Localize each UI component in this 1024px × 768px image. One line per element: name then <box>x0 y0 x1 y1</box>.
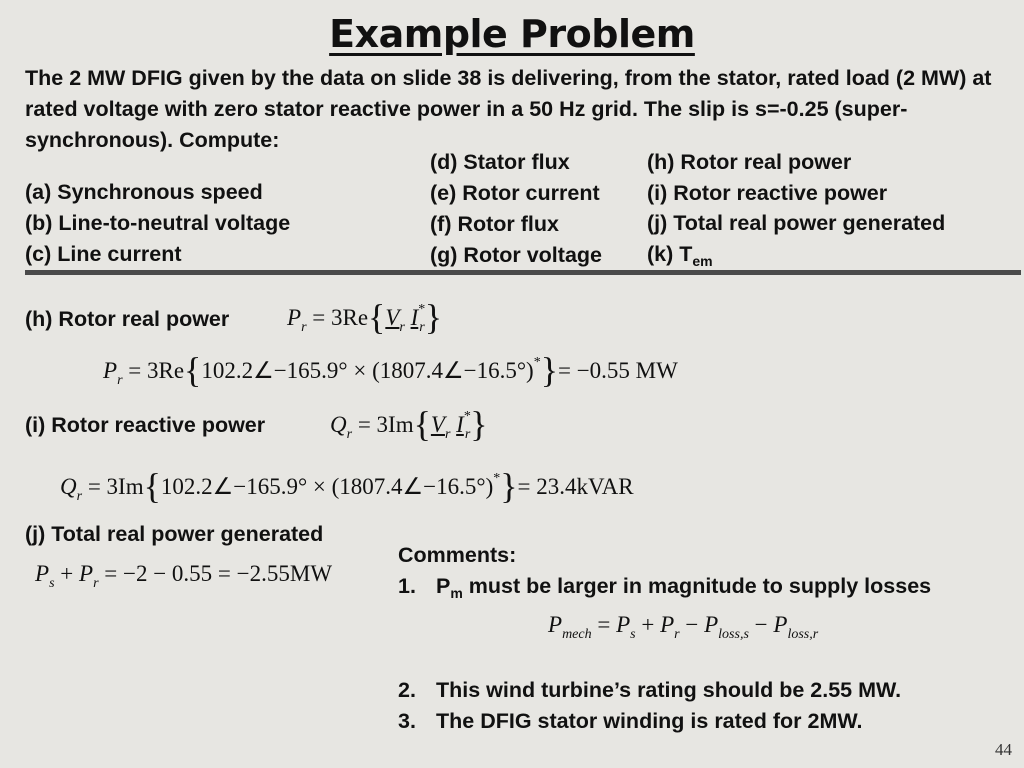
section-divider <box>25 270 1021 275</box>
eq-subscript: r <box>301 320 307 335</box>
brace-open: { <box>143 466 161 506</box>
eq-symbol: P <box>660 612 675 637</box>
eq-subscript: s <box>49 576 55 591</box>
eq-operator: = 3Im <box>87 474 144 499</box>
item-g: (g) Rotor voltage <box>430 243 602 267</box>
eq-symbol: P <box>287 305 302 330</box>
comment-subscript: m <box>450 585 463 601</box>
item-k-prefix: (k) T <box>647 242 693 266</box>
eq-result: = −2 − 0.55 = −2.55MW <box>98 561 333 586</box>
eq-operator: + <box>54 561 79 586</box>
item-k-subscript: em <box>692 253 713 269</box>
rotor-reactive-power-formula <box>330 404 488 444</box>
comments-heading: Comments: <box>398 543 517 567</box>
comment-3 <box>398 709 862 734</box>
eq-operator: − <box>748 612 774 637</box>
conjugate-mark: * <box>418 302 426 317</box>
eq-subscript: r <box>93 576 99 591</box>
eq-operator: = 3Im <box>357 412 414 437</box>
item-h: (h) Rotor real power <box>647 150 852 174</box>
eq-operator: = <box>591 612 617 637</box>
brace-close: } <box>470 404 488 444</box>
brace-close: } <box>500 466 518 506</box>
page-title: Example Problem <box>329 12 695 56</box>
eq-subscript: mech <box>562 627 592 642</box>
comment-2 <box>398 678 901 703</box>
item-b: (b) Line-to-neutral voltage <box>25 211 291 235</box>
eq-subscript: r <box>76 489 83 504</box>
rotor-real-power-label: (h) Rotor real power <box>25 307 230 331</box>
conjugate-mark: * <box>463 409 471 424</box>
brace-close: } <box>424 297 442 337</box>
eq-subscript: loss,s <box>718 627 749 642</box>
eq-symbol: V <box>385 305 400 330</box>
comment-text: must be larger in magnitude to supply losses <box>462 574 932 598</box>
eq-subscript: r <box>674 627 680 642</box>
eq-result: = −0.55 MW <box>557 358 678 383</box>
eq-operator: = 3Re <box>312 305 369 330</box>
item-a: (a) Synchronous speed <box>25 180 263 204</box>
eq-result: = 23.4kVAR <box>517 474 634 499</box>
eq-operator: = 3Re <box>128 358 185 383</box>
comment-number: 2. <box>398 678 416 702</box>
eq-symbol: P <box>103 358 118 383</box>
item-j: (j) Total real power generated <box>647 211 946 235</box>
page-number: 44 <box>995 740 1012 759</box>
item-i: (i) Rotor reactive power <box>647 181 888 205</box>
total-real-power-formula <box>35 561 333 591</box>
eq-subscript: s <box>630 627 636 642</box>
eq-subscript: r <box>117 373 123 388</box>
eq-symbol: P <box>704 612 719 637</box>
brace-close: } <box>540 350 558 390</box>
eq-subscript: r <box>419 320 425 335</box>
comment-number: 3. <box>398 709 416 733</box>
eq-symbol: P <box>548 612 563 637</box>
item-k <box>647 242 713 267</box>
comment-text: The DFIG stator winding is rated for 2MW. <box>436 709 863 733</box>
eq-symbol: Q <box>330 412 347 437</box>
eq-subscript: loss,r <box>787 627 819 642</box>
conjugate-mark: * <box>533 355 541 370</box>
comment-number: 1. <box>398 574 416 598</box>
rotor-reactive-power-numeric <box>60 466 634 506</box>
eq-subscript: r <box>399 320 405 335</box>
comment-symbol: P <box>436 574 451 598</box>
total-real-power-label: (j) Total real power generated <box>25 522 324 546</box>
item-c: (c) Line current <box>25 242 182 266</box>
eq-subscript: r <box>346 427 353 442</box>
conjugate-mark: * <box>493 471 501 486</box>
eq-operator: − <box>679 612 705 637</box>
rotor-real-power-formula <box>287 297 442 337</box>
eq-symbol: P <box>773 612 788 637</box>
comment-text: This wind turbine’s rating should be 2.55 MW. <box>436 678 902 702</box>
eq-subscript: r <box>464 427 471 442</box>
eq-operator: + <box>635 612 661 637</box>
rotor-reactive-power-label: (i) Rotor reactive power <box>25 413 266 437</box>
eq-symbol: Q <box>60 474 77 499</box>
eq-subscript: r <box>444 427 451 442</box>
brace-open: { <box>184 350 202 390</box>
item-e: (e) Rotor current <box>430 181 600 205</box>
eq-symbol: V <box>430 412 445 437</box>
eq-symbol: P <box>79 561 94 586</box>
eq-symbol: I <box>410 305 419 330</box>
rotor-real-power-numeric <box>103 350 678 390</box>
eq-body: 102.2∠−165.9° × (1807.4∠−16.5°) <box>160 474 494 499</box>
comment-1 <box>398 574 931 599</box>
eq-body: 102.2∠−165.9° × (1807.4∠−16.5°) <box>201 358 534 383</box>
item-f: (f) Rotor flux <box>430 212 559 236</box>
problem-statement: The 2 MW DFIG given by the data on slide 38 is delivering, from the stator, rated load (2 MW) at rated voltage with zero stator reactive power in a 50 Hz grid. The slip is s=-0.25 (super-synchronous). Compute: <box>25 66 992 152</box>
eq-symbol: P <box>35 561 50 586</box>
brace-open: { <box>368 297 386 337</box>
mechanical-power-formula <box>548 612 819 642</box>
eq-symbol: I <box>456 412 464 437</box>
eq-symbol: P <box>616 612 631 637</box>
item-d: (d) Stator flux <box>430 150 570 174</box>
brace-open: { <box>413 404 431 444</box>
